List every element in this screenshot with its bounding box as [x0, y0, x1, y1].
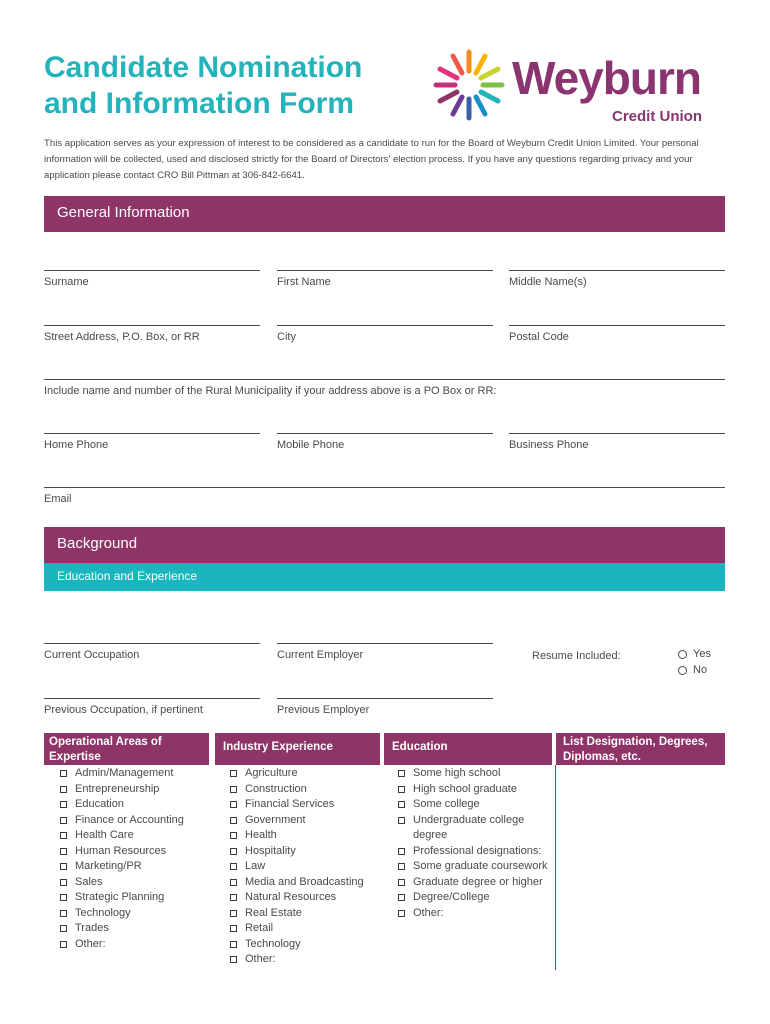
checkbox-item[interactable]	[398, 859, 553, 875]
checkbox-label: Law	[245, 860, 266, 872]
checkbox-item[interactable]	[60, 890, 210, 906]
designations-heading: List Designation, Degrees, Diplomas, etc.	[556, 733, 725, 765]
checkbox-item[interactable]	[60, 844, 210, 860]
checkbox-label: Some graduate coursework	[413, 860, 548, 872]
checkbox-item[interactable]	[60, 828, 210, 844]
checkbox-item[interactable]	[230, 828, 380, 844]
checkbox-item[interactable]	[230, 844, 380, 860]
current-occupation-field[interactable]: Current Occupation	[44, 643, 260, 661]
checkbox-icon[interactable]	[60, 863, 67, 870]
checkbox-icon[interactable]	[60, 817, 67, 824]
operational-areas-heading: Operational Areas of Expertise	[44, 733, 209, 765]
checkbox-item[interactable]	[60, 921, 210, 937]
business-phone-field[interactable]: Business Phone	[509, 433, 725, 451]
checkbox-icon[interactable]	[60, 879, 67, 886]
checkbox-label: Professional designations:	[413, 844, 542, 857]
checkbox-item[interactable]	[398, 766, 553, 782]
checkbox-icon[interactable]	[60, 832, 67, 839]
checkbox-label: Sales	[75, 875, 103, 888]
checkbox-label: Other:	[245, 953, 276, 965]
checkbox-icon[interactable]	[230, 848, 237, 855]
resume-included-label: Resume Included:	[532, 650, 621, 662]
logo-wordmark: Weyburn	[512, 52, 701, 104]
background-heading: Background	[44, 527, 725, 563]
resume-yes-radio[interactable]	[678, 648, 711, 660]
checkbox-item[interactable]	[60, 797, 210, 813]
checkbox-icon[interactable]	[230, 956, 237, 963]
checkbox-icon[interactable]	[60, 801, 67, 808]
checkbox-icon[interactable]	[230, 770, 237, 777]
checkbox-icon[interactable]	[60, 786, 67, 793]
checkbox-icon[interactable]	[230, 879, 237, 886]
checkbox-icon[interactable]	[230, 786, 237, 793]
street-address-field[interactable]: Street Address, P.O. Box, or RR	[44, 325, 260, 343]
checkbox-label: Graduate degree or higher	[413, 875, 543, 888]
checkbox-item[interactable]	[230, 813, 380, 829]
checkbox-label: Degree/College	[413, 891, 490, 903]
checkbox-item[interactable]	[60, 766, 210, 782]
radio-circle-icon[interactable]	[678, 666, 687, 675]
sunburst-logo-icon	[432, 48, 506, 122]
checkbox-label: Technology	[75, 906, 131, 919]
checkbox-item[interactable]	[230, 952, 380, 968]
checkbox-item[interactable]	[230, 766, 380, 782]
middle-names-field[interactable]: Middle Name(s)	[509, 270, 725, 288]
resume-no-radio[interactable]	[678, 664, 707, 676]
checkbox-item[interactable]	[398, 875, 553, 891]
checkbox-icon[interactable]	[60, 894, 67, 901]
checkbox-label: Retail	[245, 922, 274, 934]
checkbox-label: Finance or Accounting	[75, 813, 184, 826]
education-list	[398, 766, 553, 921]
checkbox-icon[interactable]	[60, 910, 67, 917]
title-line-1: Candidate Nomination	[44, 51, 363, 84]
checkbox-label: Natural Resources	[245, 891, 337, 903]
checkbox-item[interactable]	[398, 813, 553, 844]
weyburn-logo	[432, 48, 732, 130]
checkbox-icon[interactable]	[230, 832, 237, 839]
checkbox-item[interactable]	[230, 937, 380, 953]
checkbox-label: Entrepreneurship	[75, 782, 160, 795]
checkbox-icon[interactable]	[230, 801, 237, 808]
checkbox-item[interactable]	[60, 813, 210, 829]
industry-experience-list	[230, 766, 380, 968]
checkbox-item[interactable]	[230, 890, 380, 906]
checkbox-icon[interactable]	[230, 894, 237, 901]
checkbox-item[interactable]	[398, 782, 553, 798]
mobile-phone-field[interactable]: Mobile Phone	[277, 433, 493, 451]
checkbox-label: Health Care	[75, 829, 134, 841]
checkbox-icon[interactable]	[230, 910, 237, 917]
rural-municipality-field[interactable]: Include name and number of the Rural Municipality if your address above is a PO Box or RR:	[44, 379, 725, 397]
checkbox-label: Other:	[413, 906, 444, 919]
designations-text-area[interactable]	[555, 765, 725, 970]
checkbox-icon[interactable]	[60, 848, 67, 855]
current-employer-field[interactable]: Current Employer	[277, 643, 493, 661]
checkbox-item[interactable]	[230, 859, 380, 875]
title-line-2: and Information Form	[44, 87, 354, 120]
checkbox-label: Real Estate	[245, 906, 302, 919]
checkbox-label: Other:	[75, 937, 106, 950]
checkbox-item[interactable]	[398, 906, 553, 922]
checkbox-label: Undergraduate college degree	[413, 813, 525, 841]
checkbox-label: Health	[245, 829, 277, 841]
checkbox-label: Strategic Planning	[75, 891, 165, 903]
checkbox-item[interactable]	[230, 906, 380, 922]
checkbox-item[interactable]	[230, 921, 380, 937]
checkbox-icon[interactable]	[230, 941, 237, 948]
checkbox-item[interactable]	[60, 782, 210, 798]
checkbox-icon[interactable]	[398, 817, 405, 824]
checkbox-label: Agriculture	[245, 767, 298, 779]
email-field[interactable]: Email	[44, 487, 725, 505]
checkbox-item[interactable]	[398, 797, 553, 813]
operational-areas-list	[60, 766, 210, 952]
checkbox-icon[interactable]	[230, 925, 237, 932]
checkbox-label: Marketing/PR	[75, 860, 142, 872]
resume-yes-label: Yes	[693, 648, 711, 660]
checkbox-label: Hospitality	[245, 844, 296, 857]
checkbox-label: Construction	[245, 782, 307, 795]
checkbox-label: Trades	[75, 922, 109, 934]
checkbox-icon[interactable]	[398, 801, 405, 808]
checkbox-item[interactable]	[230, 797, 380, 813]
checkbox-label: Some high school	[413, 767, 501, 779]
checkbox-icon[interactable]	[398, 910, 405, 917]
checkbox-item[interactable]	[60, 859, 210, 875]
checkbox-label: Admin/Management	[75, 767, 174, 779]
checkbox-item[interactable]	[60, 906, 210, 922]
previous-occupation-field[interactable]: Previous Occupation, if pertinent	[44, 698, 260, 716]
checkbox-item[interactable]	[60, 875, 210, 891]
checkbox-item[interactable]	[398, 890, 553, 906]
checkbox-icon[interactable]	[398, 863, 405, 870]
checkbox-icon[interactable]	[398, 894, 405, 901]
radio-circle-icon[interactable]	[678, 650, 687, 659]
checkbox-label: Financial Services	[245, 798, 335, 810]
first-name-field[interactable]: First Name	[277, 270, 493, 288]
city-field[interactable]: City	[277, 325, 493, 343]
checkbox-label: Media and Broadcasting	[245, 875, 364, 888]
checkbox-item[interactable]	[230, 782, 380, 798]
checkbox-label: Government	[245, 813, 306, 826]
checkbox-icon[interactable]	[230, 817, 237, 824]
checkbox-label: Technology	[245, 937, 301, 950]
checkbox-icon[interactable]	[398, 786, 405, 793]
checkbox-icon[interactable]	[60, 925, 67, 932]
checkbox-icon[interactable]	[398, 848, 405, 855]
surname-field[interactable]: Surname	[44, 270, 260, 288]
checkbox-label: High school graduate	[413, 782, 517, 795]
checkbox-item[interactable]	[230, 875, 380, 891]
education-experience-subheading: Education and Experience	[44, 563, 725, 591]
checkbox-label: Education	[75, 798, 124, 810]
checkbox-item[interactable]	[60, 937, 210, 953]
education-heading: Education	[384, 733, 552, 765]
home-phone-field[interactable]: Home Phone	[44, 433, 260, 451]
previous-employer-field[interactable]: Previous Employer	[277, 698, 493, 716]
checkbox-label: Some college	[413, 798, 480, 810]
page-title	[44, 50, 404, 122]
checkbox-icon[interactable]	[60, 770, 67, 777]
intro-paragraph: This application serves as your expression of interest to be considered as a candidate to run for the Board of Weyburn Credit Union Limited. Your personal information will be collected, used and disclosed strictly for the Board of Directors' election process. If you have any questions regarding privacy and your application please contact CRO Bill Pittman at 306-842-6641.	[44, 138, 699, 181]
general-information-heading: General Information	[44, 196, 725, 232]
postal-code-field[interactable]: Postal Code	[509, 325, 725, 343]
checkbox-icon[interactable]	[230, 863, 237, 870]
checkbox-icon[interactable]	[398, 879, 405, 886]
checkbox-item[interactable]	[398, 844, 553, 860]
checkbox-label: Human Resources	[75, 844, 167, 857]
checkbox-icon[interactable]	[60, 941, 67, 948]
logo-subtitle: Credit Union	[612, 108, 702, 125]
checkbox-icon[interactable]	[398, 770, 405, 777]
industry-experience-heading: Industry Experience	[215, 733, 380, 765]
resume-no-label: No	[693, 664, 708, 676]
